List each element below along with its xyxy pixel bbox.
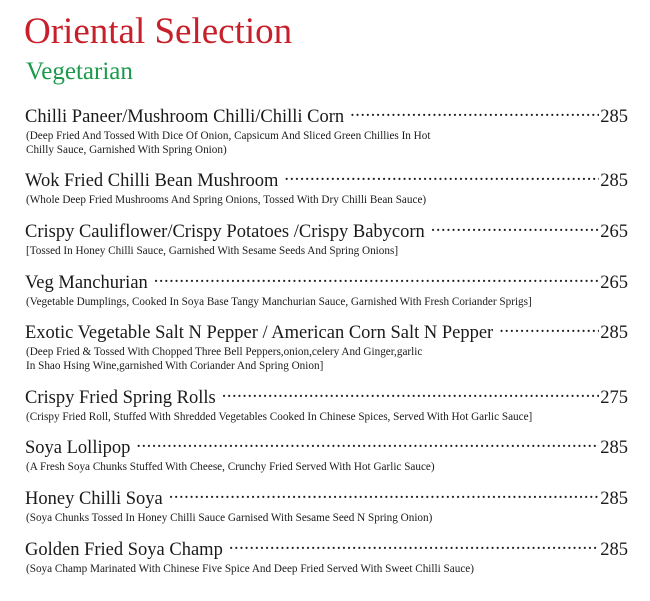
menu-item-name: Wok Fried Chilli Bean Mushroom [25, 171, 279, 191]
menu-item-line [25, 533, 628, 561]
menu-item-price: 285 [600, 438, 628, 458]
dot-leader [154, 266, 599, 288]
menu-item-name: Veg Manchurian [25, 273, 148, 293]
menu-item [25, 381, 630, 424]
menu-item-price: 285 [600, 107, 628, 127]
dot-leader [284, 164, 599, 186]
menu-item-name: Golden Fried Soya Champ [25, 540, 223, 560]
menu-item-price: 265 [600, 273, 628, 293]
menu-item [25, 533, 630, 576]
menu-item [25, 482, 630, 525]
menu-item-description: (Deep Fried & Tossed With Chopped Three Bell Peppers,onion,celery And Ginger,garlic In Shao Hsing Wine,garnished With Coriander And Spring Onion] [26, 346, 423, 372]
menu-item-description: (Whole Deep Fried Mushrooms And Spring Onions, Tossed With Dry Chilli Bean Sauce) [26, 194, 427, 206]
dot-leader [229, 533, 599, 555]
menu-item-name: Soya Lollipop [25, 438, 131, 458]
menu-item-name: Chilli Paneer/Mushroom Chilli/Chilli Corn [25, 107, 345, 127]
menu-item-price: 265 [600, 222, 628, 242]
dot-leader [499, 316, 599, 338]
menu-item-name: Honey Chilli Soya [25, 489, 163, 509]
menu-item-price: 285 [600, 489, 628, 509]
page-title: Oriental Selection [24, 11, 293, 52]
menu-item-price: 285 [600, 323, 628, 343]
menu-item [25, 215, 630, 258]
dot-leader [136, 431, 599, 453]
dot-leader [222, 381, 600, 403]
section-subtitle: Vegetarian [26, 58, 133, 85]
menu-item [25, 266, 630, 309]
menu-item-line [25, 381, 628, 409]
menu-item [25, 316, 630, 373]
menu-item-line [25, 431, 628, 459]
menu-item-line [25, 482, 628, 510]
menu-item-line [25, 100, 628, 128]
menu-item-description: (Deep Fried And Tossed With Dice Of Onion, Capsicum And Sliced Green Chillies In Hot Chilly Sauce, Garnished With Spring Onion) [26, 130, 431, 156]
menu-item-description: (Crispy Fried Roll, Stuffed With Shredded Vegetables Cooked In Chinese Spices, Served With Hot Garlic Sauce] [26, 411, 533, 423]
dot-leader [431, 215, 599, 237]
menu-item-description: (Soya Champ Marinated With Chinese Five Spice And Deep Fried Served With Sweet Chilli Sauce) [26, 563, 474, 575]
dot-leader [350, 100, 599, 122]
menu-item-description: (Vegetable Dumplings, Cooked In Soya Base Tangy Manchurian Sauce, Garnished With Fresh Coriander Sprigs] [26, 296, 532, 308]
menu-item-description: (A Fresh Soya Chunks Stuffed With Cheese, Crunchy Fried Served With Hot Garlic Sauce) [26, 461, 435, 473]
menu-item-line [25, 215, 628, 243]
menu-item [25, 100, 630, 157]
menu-item-description: (Soya Chunks Tossed In Honey Chilli Sauce Garnised With Sesame Seed N Spring Onion) [26, 512, 433, 524]
menu-item-price: 285 [600, 540, 628, 560]
menu-item-line [25, 164, 628, 192]
menu-item [25, 431, 630, 474]
menu-item-name: Crispy Fried Spring Rolls [25, 388, 216, 408]
menu-item [25, 164, 630, 207]
menu-item-price: 275 [600, 388, 628, 408]
menu-item-description: [Tossed In Honey Chilli Sauce, Garnished With Sesame Seeds And Spring Onions] [26, 245, 399, 257]
menu-item-line [25, 316, 628, 344]
menu-item-line [25, 266, 628, 294]
dot-leader [169, 482, 600, 504]
menu-item-price: 285 [600, 171, 628, 191]
menu-item-name: Crispy Cauliflower/Crispy Potatoes /Crispy Babycorn [25, 222, 425, 242]
menu-item-name: Exotic Vegetable Salt N Pepper / American Corn Salt N Pepper [25, 323, 494, 343]
